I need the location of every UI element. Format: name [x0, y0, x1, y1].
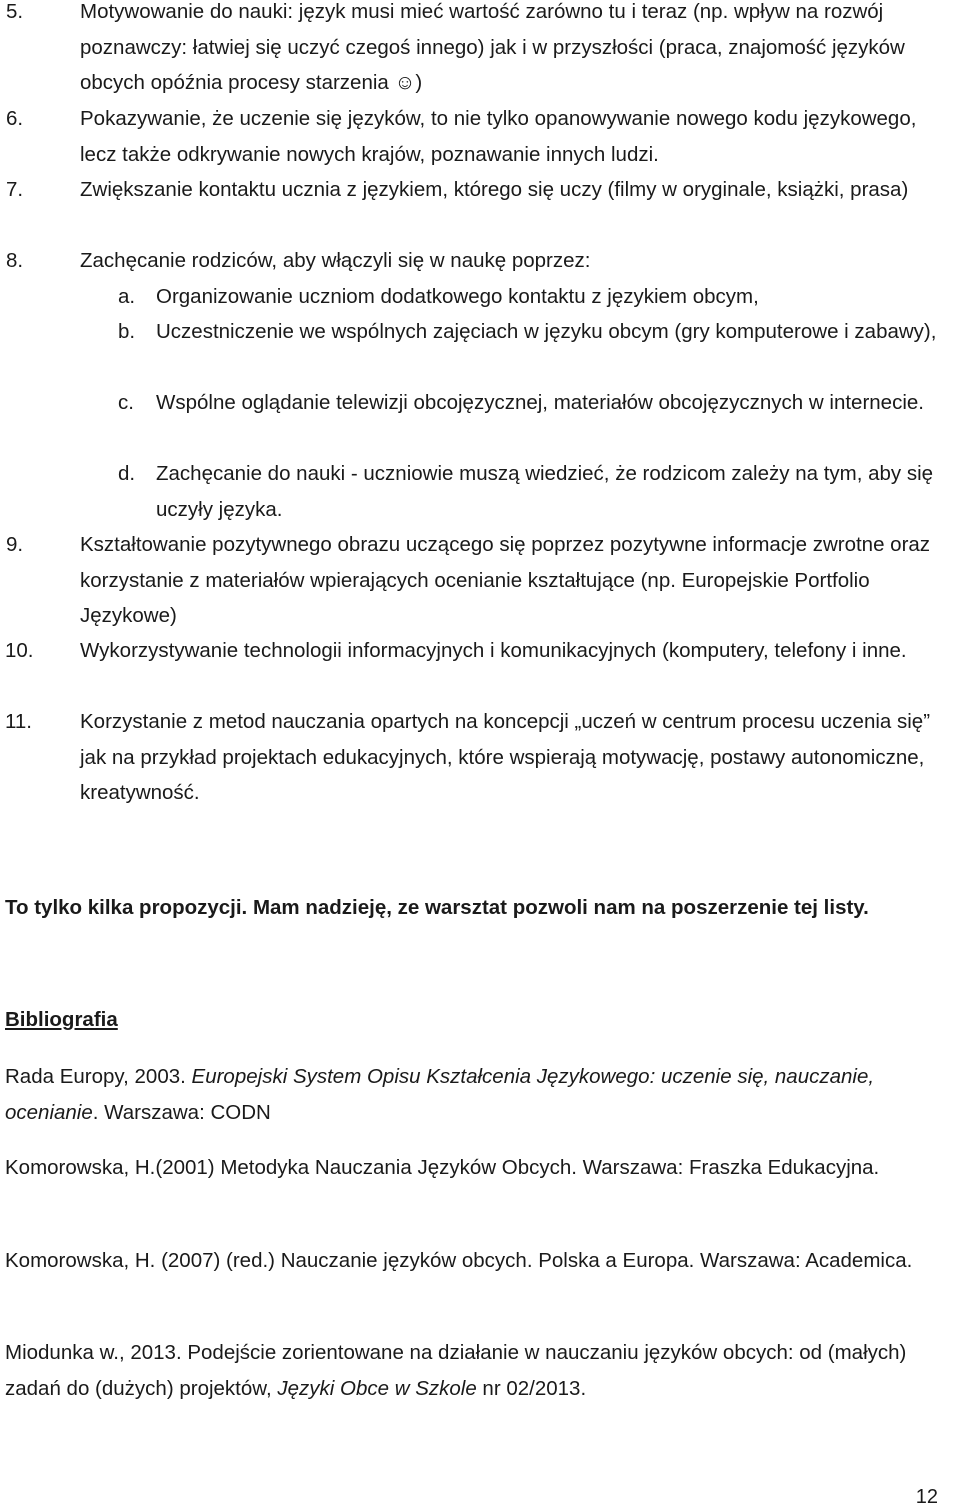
entry-title-italic: Europejski System Opisu Kształcenia Językowego: uczenie się, nauczanie, ocenianie: [5, 1065, 875, 1124]
sub-list-item: [0, 279, 960, 315]
sub-list-letter: b.: [118, 320, 136, 343]
bibliography-entry: [5, 1150, 950, 1186]
list-number: 8.: [6, 249, 24, 272]
list-item: [0, 172, 960, 208]
entry-text: Miodunka w., 2013. Podejście zorientowane na działanie w nauczaniu języków obcych: od (małych) zadań do (dużych) projektów,: [5, 1341, 907, 1400]
entry-text: Komorowska, H. (2007) (red.) Nauczanie języków obcych. Polska a Europa. Warszawa: Academica.: [5, 1249, 913, 1272]
sub-list-text: Uczestniczenie we wspólnych zajęciach w języku obcym (gry komputerowe i zabawy),: [156, 320, 937, 343]
list-item: [0, 243, 960, 279]
sub-list-item: [0, 385, 960, 421]
list-number: 9.: [6, 533, 24, 556]
list-text: Motywowanie do nauki: język musi mieć wartość zarówno tu i teraz (np. wpływ na rozwój poznawczy: łatwiej się uczyć czegoś innego) jak i w przyszłości (praca, znajomość języków obcych opóźnia procesy starzenia ☺): [80, 0, 905, 94]
sub-list-text: Zachęcanie do nauki - uczniowie muszą wiedzieć, że rodzicom zależy na tym, aby się uczyły języka.: [156, 462, 934, 521]
list-text: Zwiększanie kontaktu ucznia z językiem, którego się uczy (filmy w oryginale, książki, prasa): [80, 178, 909, 201]
entry-text: Komorowska, H.(2001) Metodyka Nauczania Języków Obcych. Warszawa: Fraszka Edukacyjna.: [5, 1156, 880, 1179]
closing-remark: To tylko kilka propozycji. Mam nadzieję, ze warsztat pozwoli nam na poszerzenie tej listy.: [5, 896, 869, 919]
sub-list-item: [0, 456, 960, 527]
list-text: Wykorzystywanie technologii informacyjnych i komunikacyjnych (komputery, telefony i inne.: [80, 639, 907, 662]
page-number: 12: [915, 1486, 938, 1508]
entry-title-italic: Języki Obce w Szkole: [277, 1376, 477, 1400]
entry-text-post: . Warszawa: CODN: [92, 1100, 271, 1124]
list-item: [0, 101, 960, 172]
bibliography-entry: [5, 1059, 950, 1130]
list-number: 5.: [6, 0, 24, 23]
bibliography-entry: [5, 1335, 950, 1406]
list-item: [0, 633, 960, 669]
list-item: [0, 527, 960, 634]
list-text: Pokazywanie, że uczenie się języków, to nie tylko opanowywanie nowego kodu językowego, lecz także odkrywanie nowych krajów, poznawanie innych ludzi.: [80, 107, 917, 166]
entry-text-post: nr 02/2013.: [476, 1376, 587, 1400]
sub-list-text: Wspólne oglądanie telewizji obcojęzycznej, materiałów obcojęzycznych w internecie.: [156, 391, 924, 414]
list-number: 11.: [5, 710, 32, 733]
list-text: Kształtowanie pozytywnego obrazu uczącego się poprzez pozytywne informacje zwrotne oraz korzystanie z materiałów wpierających ocenianie kształtujące (np. Europejskie Portfolio Językowe): [80, 533, 931, 627]
sub-list-letter: a.: [118, 285, 136, 308]
entry-text: Rada Europy, 2003.: [5, 1065, 192, 1088]
sub-list-item: [0, 314, 960, 350]
list-number: 7.: [6, 178, 24, 201]
list-text: Korzystanie z metod nauczania opartych na koncepcji „uczeń w centrum procesu uczenia się” jak na przykład projektach edukacyjnych, które wspierają motywację, postawy autonomiczne, kreatywność.: [80, 710, 931, 804]
list-item: [0, 704, 960, 811]
list-item: [0, 0, 960, 101]
list-number: 10.: [5, 639, 34, 662]
bibliography-entry: [5, 1243, 950, 1279]
bibliography-heading: Bibliografia: [5, 1008, 118, 1031]
sub-list-text: Organizowanie uczniom dodatkowego kontaktu z językiem obcym,: [156, 285, 759, 308]
list-text: Zachęcanie rodziców, aby włączyli się w naukę poprzez:: [80, 249, 591, 272]
list-number: 6.: [6, 107, 24, 130]
sub-list-letter: d.: [118, 462, 136, 485]
sub-list-letter: c.: [118, 391, 134, 414]
